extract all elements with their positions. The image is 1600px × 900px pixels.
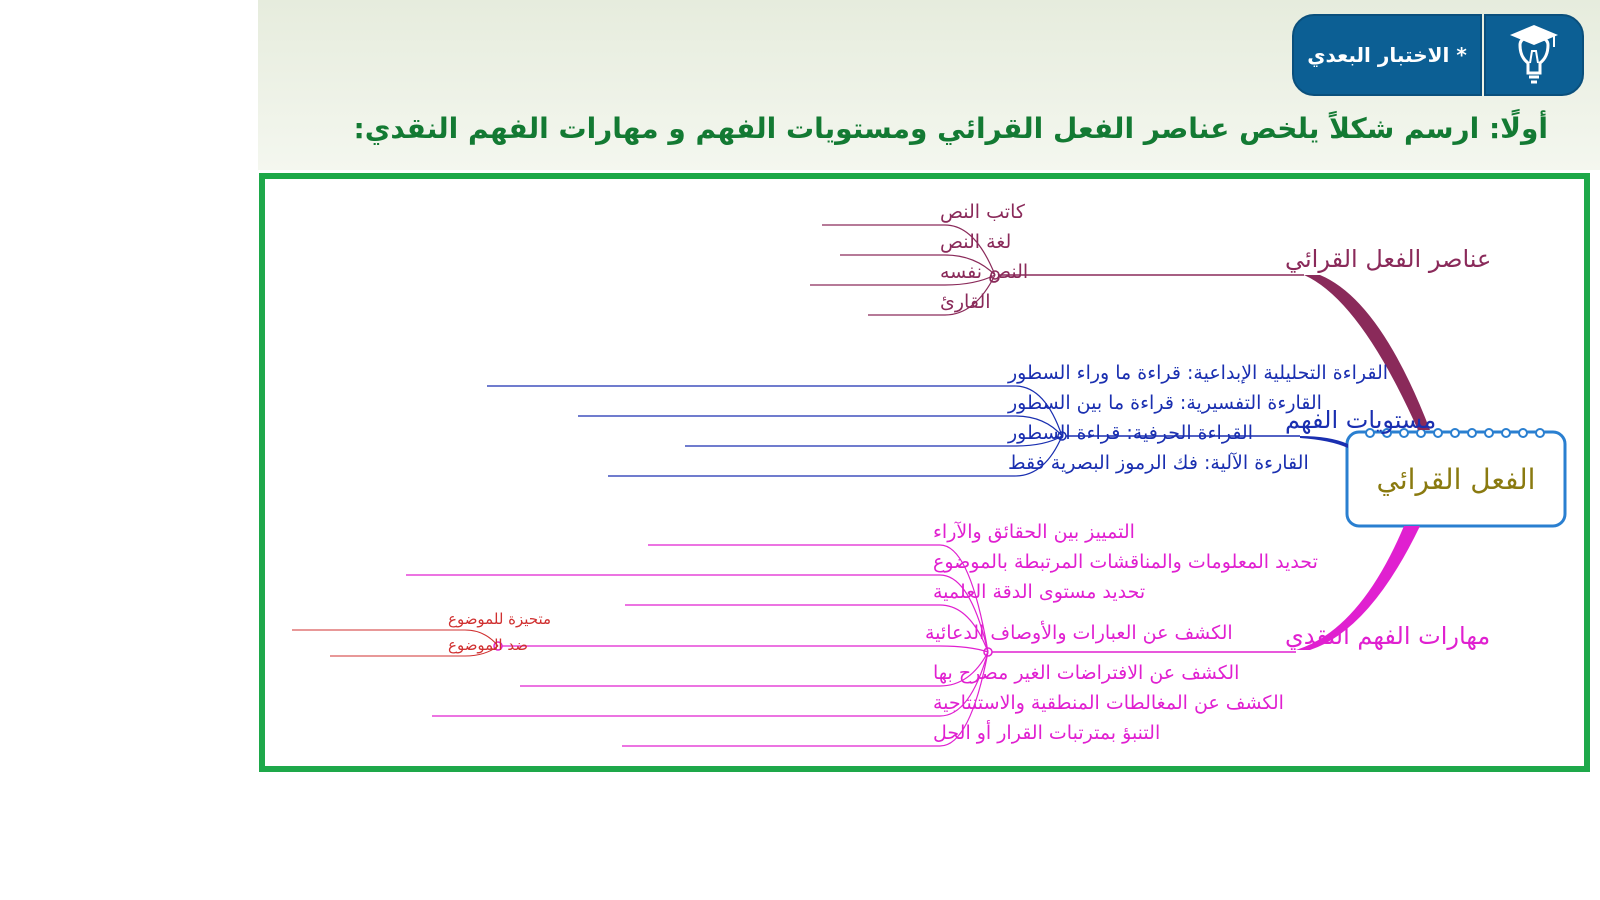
branch-elements [810,201,1491,315]
notebook-ring [1536,429,1544,437]
center-node-label: الفعل القرائي [1376,463,1536,496]
element-item: القارئ [940,291,991,313]
skill-item: الكشف عن العبارات والأوصاف الدعائية [925,622,1233,644]
level-item: القارءة التفسيرية: قراءة ما بين السطور [1008,392,1322,414]
level-item: القارءة الآلية: فك الرموز البصرية فقط [1008,452,1309,474]
element-item: النص نفسه [940,261,1029,283]
notebook-ring [1451,429,1459,437]
notebook-ring [1468,429,1476,437]
branch-2-connector [1300,436,1348,448]
center-node [1347,429,1565,526]
notebook-ring [1485,429,1493,437]
skill-item: تحديد مستوى الدقة العلمية [933,581,1146,603]
post-test-label: * الاختبار البعدي [1307,43,1467,67]
branch-elements-label: عناصر الفعل القرائي [1285,245,1492,273]
level-item: القراءة الحرفية: قراءة السطور [1008,422,1253,444]
level-item: القراءة التحليلية الإبداعية: قراءة ما وراء السطور [1008,362,1389,384]
skill-item: التنبؤ بمترتبات القرار أو الحل [933,722,1161,744]
branch-critical-skills [292,521,1490,746]
page-title: أولًا: ارسم شكلاً يلخص عناصر الفعل القرائي ومستويات الفهم و مهارات الفهم النقدي: [353,112,1548,145]
element-item: كاتب النص [940,201,1025,223]
sub-item: ضد الموضوع [448,636,528,654]
branch-levels-label: مستويات الفهم [1285,406,1437,434]
skill-item: التمييز بين الحقائق والآراء [933,521,1135,543]
skill-item: الكشف عن المغالطات المنطقية والاستنتاجية [933,692,1284,714]
notebook-ring [1502,429,1510,437]
notebook-ring [1519,429,1527,437]
skill-item: الكشف عن الافتراضات الغير مصرح بها [933,662,1240,684]
branch-levels [487,362,1436,476]
branch-critical-label: مهارات الفهم النقدي [1285,622,1491,650]
element-item: لغة النص [940,231,1012,253]
skill-item: تحديد المعلومات والمناقشات المرتبطة بالموضوع [933,551,1318,573]
sub-item: متحيزة للموضوع [448,610,552,628]
